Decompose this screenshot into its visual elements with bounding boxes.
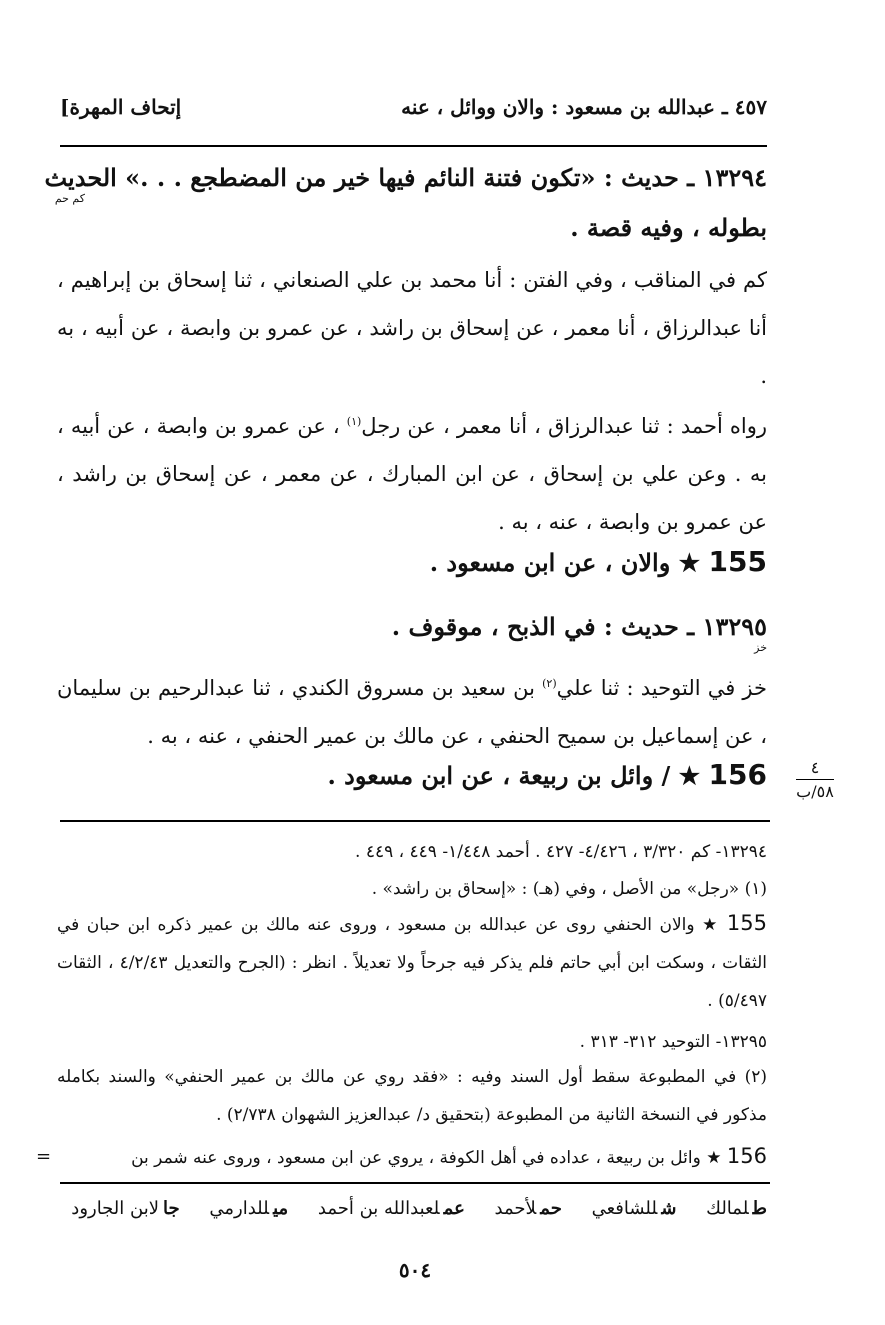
- isnad-paragraph-2: [57, 398, 767, 546]
- footnote-156: [77, 1142, 767, 1172]
- footnote-number: 155: [726, 911, 768, 935]
- manuscript-folio-note: [790, 758, 840, 801]
- footnote-2: (٢) في المطبوعة سقط أول السند وفيه : «فقد روي عن مالك بن عمير الحنفي» والسند بكامله مذكور في النسخة الثانية من المطبوعة (بتحقيق د/ عبدالعزيز الشهوان ٢/٧٣٨) .: [57, 1067, 767, 1125]
- folio-divider: [796, 779, 834, 780]
- sigla-code: ط: [752, 1198, 767, 1219]
- sigla-item: [495, 1198, 562, 1219]
- sigla-code: عم: [443, 1198, 465, 1219]
- sigla-code: جا: [163, 1198, 180, 1219]
- sigla-label: للدارمي: [209, 1198, 270, 1219]
- star-icon: ★: [678, 761, 701, 790]
- sigla-item: [71, 1198, 179, 1219]
- folio-number: ٤: [810, 758, 820, 777]
- isnad-2-part-a: رواه أحمد : ثنا عبدالرزاق ، أنا معمر ، عن رجل: [361, 414, 767, 438]
- hadith-heading-cont-13294: بطوله ، وفيه قصة .: [570, 213, 767, 242]
- section-title: / وائل بن ربيعة ، عن ابن مسعود .: [327, 761, 671, 790]
- sigla-item: [706, 1198, 767, 1219]
- isnad-3-part-a: خز في التوحيد : ثنا علي: [556, 676, 767, 700]
- footnote-ref-1: (١): [346, 415, 362, 428]
- sigla-item: [318, 1198, 465, 1219]
- footnote-13294-refs: ١٣٢٩٤- كم ٣/٣٢٠ ، ٤/٤٢٦- ٤٢٧ . أحمد ١/٤٤٨- ٤٤٩ ، ٤٤٩ .: [355, 842, 767, 862]
- footnote-text: ★ والان الحنفي روى عن عبدالله بن مسعود ، وروى عنه مالك بن عمير ذكره ابن حبان في الثقات ، وسكت ابن أبي حاتم فلم يذكر فيه جرحاً ولا تعديلاً . انظر : (الجرح والتعديل ٤/٢/٤٣ ، الثقات ٥/٤٩٧) .: [57, 915, 767, 1011]
- sigla-label: لمالك: [706, 1198, 749, 1219]
- sigla-item: [592, 1198, 677, 1219]
- sigla-code: حم: [540, 1198, 562, 1219]
- sigla-label: للشافعي: [591, 1198, 658, 1219]
- star-icon: ★: [678, 548, 701, 577]
- section-number: 155: [708, 545, 767, 578]
- hadith-sigla-13294: كم حم: [54, 192, 85, 205]
- sigla-label: لعبدالله بن أحمد: [317, 1198, 440, 1219]
- sigla-code: مي: [273, 1198, 289, 1219]
- narrator-section-155: [430, 545, 767, 578]
- footnote-text: ★ وائل بن ربيعة ، عداده في أهل الكوفة ، يروي عن ابن مسعود ، وروى عنه شمر بن: [131, 1148, 722, 1168]
- footnote-155: [57, 904, 767, 1020]
- running-header-title: ٤٥٧ ـ عبدالله بن مسعود : والان ووائل ، عنه: [401, 95, 767, 119]
- sigla-label: لأحمد: [494, 1198, 537, 1219]
- page-number: ٥٠٤: [398, 1258, 432, 1282]
- hadith-heading-13295: ١٣٢٩٥ ـ حديث : في الذبح ، موقوف .: [391, 612, 767, 641]
- footnote-13295-refs: ١٣٢٩٥- التوحيد ٣١٢- ٣١٣ .: [579, 1032, 767, 1052]
- isnad-paragraph-3: [57, 660, 767, 760]
- narrator-section-156: [327, 758, 767, 791]
- running-header-book: [إتحاف المهرة: [60, 95, 182, 119]
- footnote-separator: [60, 820, 770, 822]
- isnad-3-part-b: بن سعيد بن مسروق الكندي ، ثنا عبدالرحيم بن سليمان ، عن إسماعيل بن سميح الحنفي ، عن مالك بن عمير الحنفي ، عنه ، به .: [57, 676, 767, 748]
- sigla-label: لابن الجارود: [71, 1198, 159, 1219]
- continuation-mark: =: [36, 1146, 52, 1167]
- hadith-sigla-13295: خز: [754, 641, 767, 654]
- isnad-paragraph-1: كم في المناقب ، وفي الفتن : أنا محمد بن علي الصنعاني ، ثنا إسحاق بن إبراهيم ، أنا عبدالرزاق ، أنا معمر ، عن إسحاق بن راشد ، عن عمرو بن وابصة ، عن أبيه ، به .: [57, 268, 767, 388]
- hadith-heading-13294: ١٣٢٩٤ ـ حديث : «تكون فتنة النائم فيها خير من المضطجع . . .» الحديث: [44, 163, 767, 192]
- footnote-number: 156: [726, 1144, 767, 1168]
- sigla-separator: [60, 1182, 770, 1184]
- isnad-2-part-b: ، عن عمرو بن وابصة ، عن أبيه ، به . وعن علي بن إسحاق ، عن ابن المبارك ، عن معمر ، عن إسحاق بن راشد ، عن عمرو بن وابصة ، عنه ، به .: [57, 414, 767, 534]
- sigla-item: [209, 1198, 288, 1219]
- section-number: 156: [708, 758, 767, 791]
- footnote-1: (١) «رجل» من الأصل ، وفي (هـ) : «إسحاق بن راشد» .: [371, 879, 767, 899]
- sigla-key: [57, 1198, 767, 1219]
- section-title: والان ، عن ابن مسعود .: [429, 548, 671, 577]
- folio-leaf: ٥٨/ب: [796, 782, 834, 801]
- footnote-ref-2: (٢): [542, 677, 557, 690]
- header-rule: [60, 145, 767, 147]
- sigla-code: ش: [661, 1198, 677, 1219]
